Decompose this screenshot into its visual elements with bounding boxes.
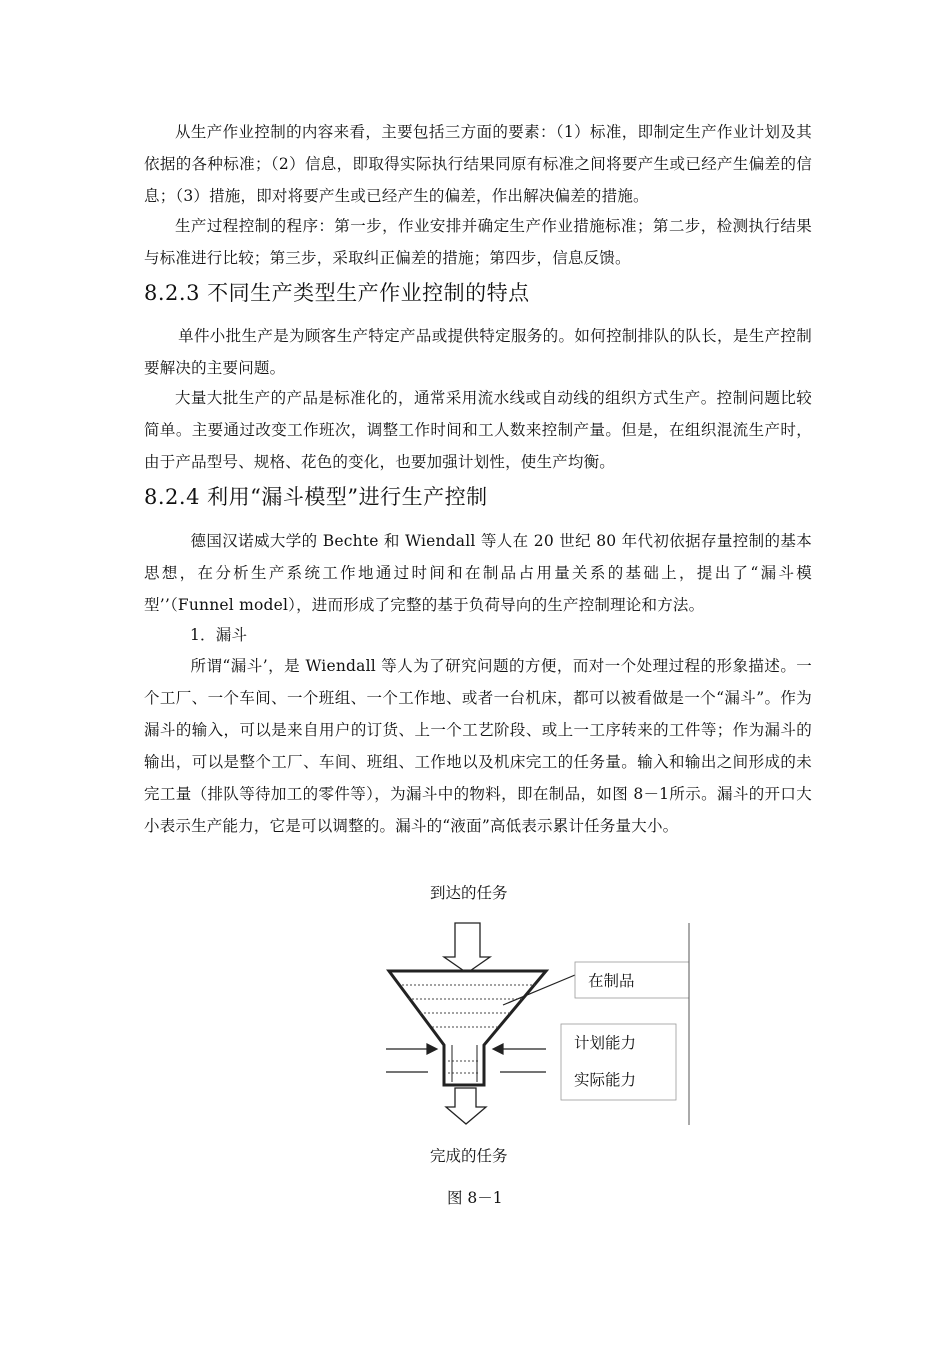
wip-label: 在制品	[588, 972, 635, 990]
section-heading-8-2-3: 8.2.3 不同生产类型生产作业控制的特点	[144, 281, 530, 305]
paragraph-control-procedure: 生产过程控制的程序：第一步，作业安排并确定生产作业措施标准；第二步，检测执行结果与标准进行比较；第三步，采取纠正偏差的措施；第四步，信息反馈。	[144, 217, 812, 267]
paragraph-mass-production: 大量大批生产的产品是标准化的，通常采用流水线或自动线的组织方式生产。控制问题比较简单。主要通过改变工作班次，调整工作时间和工人数来控制产量。但是，在组织混流生产时，由于产品型号、规格、花色的变化，也要加强计划性，使生产均衡。	[144, 389, 812, 471]
actual-capacity-label: 实际能力	[574, 1071, 637, 1089]
completed-tasks-label: 完成的任务	[430, 1147, 508, 1165]
figure-caption: 图 8－1	[447, 1189, 503, 1207]
paragraph-funnel-model-origin: 德国汉诺威大学的 Bechte 和 Wiendall 等人在 20 世纪 80 年代初依据存量控制的基本思想，在分析生产系统工作地通过时间和在制品占用量关系的基础上，提出了“漏斗模型’’（Funnel model），进而形成了完整的基于负荷导向的生产控制理论和方法。	[144, 532, 812, 614]
arriving-tasks-label: 到达的任务	[430, 884, 508, 902]
arriving-tasks-arrow	[444, 923, 490, 973]
paragraph-control-elements: 从生产作业控制的内容来看，主要包括三方面的要素：（1）标准，即制定生产作业计划及其依据的各种标准；（2）信息，即取得实际执行结果同原有标准之间将要产生或已经产生偏差的信息；（3）措施，即对将要产生或已经产生的偏差，作出解决偏差的措施。	[144, 123, 812, 205]
completed-tasks-arrow	[446, 1088, 486, 1124]
planned-capacity-label: 计划能力	[574, 1034, 637, 1052]
subheading-funnel: 1．漏斗	[190, 626, 248, 644]
paragraph-single-small-batch: 单件小批生产是为顾客生产特定产品或提供特定服务的。如何控制排队的队长，是生产控制要解决的主要问题。	[144, 327, 812, 377]
funnel-body	[389, 971, 546, 1085]
section-heading-8-2-4: 8.2.4 利用“漏斗模型”进行生产控制	[144, 485, 488, 509]
paragraph-funnel-description: 所谓“漏斗’，是 Wiendall 等人为了研究问题的方便，而对一个处理过程的形象描述。一个工厂、一个车间、一个班组、一个工作地、或者一台机床，都可以被看做是一个“漏斗”。作为漏斗的输入，可以是来自用户的订货、上一个工艺阶段、或上一工序转来的工件等；作为漏斗的输出，可以是整个工厂、车间、班组、工作地以及机床完工的任务量。输入和输出之间形成的未完工量（排队等待加工的零件等），为漏斗中的物料，即在制品，如图 8－1所示。漏斗的开口大小表示生产能力，它是可以调整的。漏斗的“液面”高低表示累计任务量大小。	[144, 657, 813, 835]
